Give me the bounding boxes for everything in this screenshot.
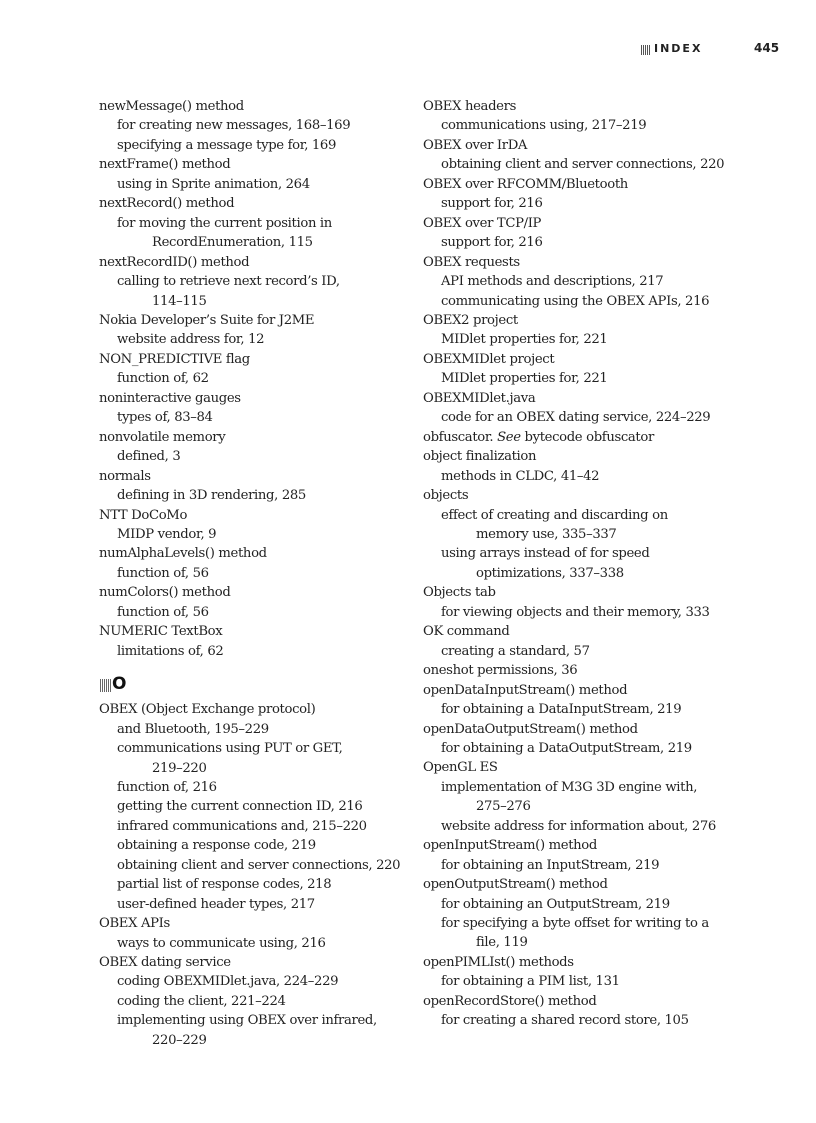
- index-entry: numAlphaLevels() method: [99, 546, 267, 562]
- index-continuation: 275–276: [476, 799, 531, 815]
- index-entry: OBEXMIDlet project: [423, 351, 555, 367]
- index-subentry: defined, 3: [117, 449, 181, 465]
- index-subentry: website address for information about, 276: [441, 818, 716, 834]
- index-subentry: for obtaining an InputStream, 219: [441, 857, 660, 873]
- index-subentry: for obtaining an OutputStream, 219: [441, 896, 670, 912]
- index-subentry: API methods and descriptions, 217: [441, 274, 664, 290]
- index-subentry: obtaining a response code, 219: [117, 838, 316, 854]
- index-subentry: limitations of, 62: [117, 643, 224, 659]
- index-subentry: methods in CLDC, 41–42: [441, 468, 600, 484]
- header-label: INDEX: [654, 42, 703, 55]
- index-subentry: and Bluetooth, 195–229: [117, 721, 269, 737]
- index-subentry: MIDlet properties for, 221: [441, 332, 608, 348]
- index-entry: normals: [99, 468, 151, 484]
- index-subentry: effect of creating and discarding on: [441, 507, 668, 523]
- index-subentry: implementing using OBEX over infrared,: [117, 1013, 377, 1029]
- index-subentry: using in Sprite animation, 264: [117, 176, 310, 192]
- index-subentry: infrared communications and, 215–220: [117, 818, 367, 834]
- header-marker-icon: [641, 45, 651, 55]
- index-entry: Objects tab: [423, 585, 496, 601]
- index-subentry: calling to retrieve next record’s ID,: [117, 274, 340, 290]
- index-subentry: obtaining client and server connections, 220: [441, 157, 725, 173]
- index-entry: OBEX (Object Exchange protocol): [99, 702, 316, 718]
- index-entry: newMessage() method: [99, 99, 244, 114]
- index-subentry: getting the current connection ID, 216: [117, 799, 363, 815]
- index-entry: OBEX over IrDA: [423, 137, 528, 153]
- index-continuation: 219–220: [152, 760, 207, 776]
- index-subentry: function of, 56: [117, 604, 209, 620]
- index-entry: openOutputStream() method: [423, 877, 608, 893]
- index-subentry: ways to communicate using, 216: [117, 935, 326, 951]
- index-subentry: for obtaining a PIM list, 131: [441, 974, 620, 990]
- index-subentry: communicating using the OBEX APIs, 216: [441, 293, 710, 309]
- index-subentry: coding OBEXMIDlet.java, 224–229: [117, 974, 339, 990]
- index-entry: noninteractive gauges: [99, 390, 241, 406]
- index-subentry: function of, 216: [117, 779, 217, 795]
- index-entry: NTT DoCoMo: [99, 507, 188, 523]
- index-subentry: communications using, 217–219: [441, 118, 647, 134]
- index-continuation: memory use, 335–337: [476, 526, 617, 542]
- index-subentry: specifying a message type for, 169: [117, 137, 337, 153]
- index-subentry: support for, 216: [441, 235, 543, 251]
- index-entry: OBEX over TCP/IP: [423, 215, 542, 231]
- index-entry: OBEX over RFCOMM/Bluetooth: [423, 176, 628, 192]
- index-entry: openInputStream() method: [423, 838, 597, 854]
- index-entry: object finalization: [423, 449, 537, 465]
- section-letter: O: [112, 674, 127, 695]
- index-entry: openDataInputStream() method: [423, 682, 628, 698]
- index-continuation: optimizations, 337–338: [476, 565, 624, 581]
- index-group-n: [99, 97, 409, 661]
- index-subentry: for creating a shared record store, 105: [441, 1013, 689, 1029]
- index-subentry: code for an OBEX dating service, 224–229: [441, 410, 711, 426]
- page-number: 445: [754, 41, 780, 55]
- index-subentry: partial list of response codes, 218: [117, 877, 332, 893]
- index-entry: openPIMLIst() methods: [423, 954, 574, 970]
- index-subentry: creating a standard, 57: [441, 643, 590, 659]
- index-subentry: defining in 3D rendering, 285: [117, 488, 306, 504]
- index-entry: nextFrame() method: [99, 157, 231, 173]
- index-subentry: for obtaining a DataOutputStream, 219: [441, 740, 692, 756]
- index-entry: OpenGL ES: [423, 760, 498, 776]
- index-entry: nonvolatile memory: [99, 429, 226, 445]
- index-subentry: website address for, 12: [117, 332, 265, 348]
- index-subentry: types of, 83–84: [117, 410, 213, 426]
- index-subentry: coding the client, 221–224: [117, 993, 286, 1009]
- index-entry: obfuscator. See bytecode obfuscator: [423, 429, 654, 445]
- index-entry: NON_PREDICTIVE flag: [99, 351, 250, 367]
- index-group-o-continued: [423, 97, 753, 1031]
- index-subentry: function of, 62: [117, 371, 209, 387]
- section-marker-icon: [100, 679, 112, 692]
- page-header: [0, 41, 816, 61]
- section-heading: [99, 674, 409, 700]
- index-subentry: implementation of M3G 3D engine with,: [441, 779, 698, 795]
- index-entry: numColors() method: [99, 585, 231, 601]
- index-subentry: for creating new messages, 168–169: [117, 118, 351, 134]
- index-subentry: for obtaining a DataInputStream, 219: [441, 702, 682, 718]
- index-entry: oneshot permissions, 36: [423, 663, 578, 679]
- index-subentry: MIDlet properties for, 221: [441, 371, 608, 387]
- index-subentry: function of, 56: [117, 565, 209, 581]
- index-continuation: RecordEnumeration, 115: [152, 235, 313, 251]
- index-subentry: user-defined header types, 217: [117, 896, 315, 912]
- index-column-left: [99, 97, 409, 1050]
- index-subentry: for specifying a byte offset for writing to a: [441, 916, 709, 932]
- index-entry: openDataOutputStream() method: [423, 721, 638, 737]
- index-entry: OBEX APIs: [99, 916, 170, 932]
- index-entry: OBEXMIDlet.java: [423, 390, 536, 406]
- index-subentry: using arrays instead of for speed: [441, 546, 650, 562]
- index-entry: OBEX dating service: [99, 955, 231, 971]
- index-continuation: file, 119: [476, 935, 528, 951]
- index-entry: nextRecordID() method: [99, 254, 250, 270]
- index-entry: openRecordStore() method: [423, 993, 597, 1009]
- index-entry: OBEX requests: [423, 254, 520, 270]
- index-column-right: [423, 97, 753, 1031]
- index-entry: OBEX2 project: [423, 312, 518, 328]
- index-entry: NUMERIC TextBox: [99, 624, 223, 640]
- index-subentry: for moving the current position in: [117, 215, 332, 231]
- index-subentry: support for, 216: [441, 196, 543, 212]
- index-subentry: communications using PUT or GET,: [117, 741, 343, 757]
- index-subentry: MIDP vendor, 9: [117, 526, 217, 542]
- index-entry: OBEX headers: [423, 99, 516, 114]
- index-group-o: [99, 700, 409, 1050]
- index-entry: OK command: [423, 624, 510, 640]
- index-entry: nextRecord() method: [99, 196, 235, 212]
- index-continuation: 220–229: [152, 1032, 207, 1048]
- index-subentry: obtaining client and server connections, 220: [117, 857, 401, 873]
- index-subentry: for viewing objects and their memory, 333: [441, 604, 710, 620]
- index-entry: objects: [423, 488, 469, 504]
- index-continuation: 114–115: [152, 293, 207, 309]
- index-entry: Nokia Developer’s Suite for J2ME: [99, 312, 315, 328]
